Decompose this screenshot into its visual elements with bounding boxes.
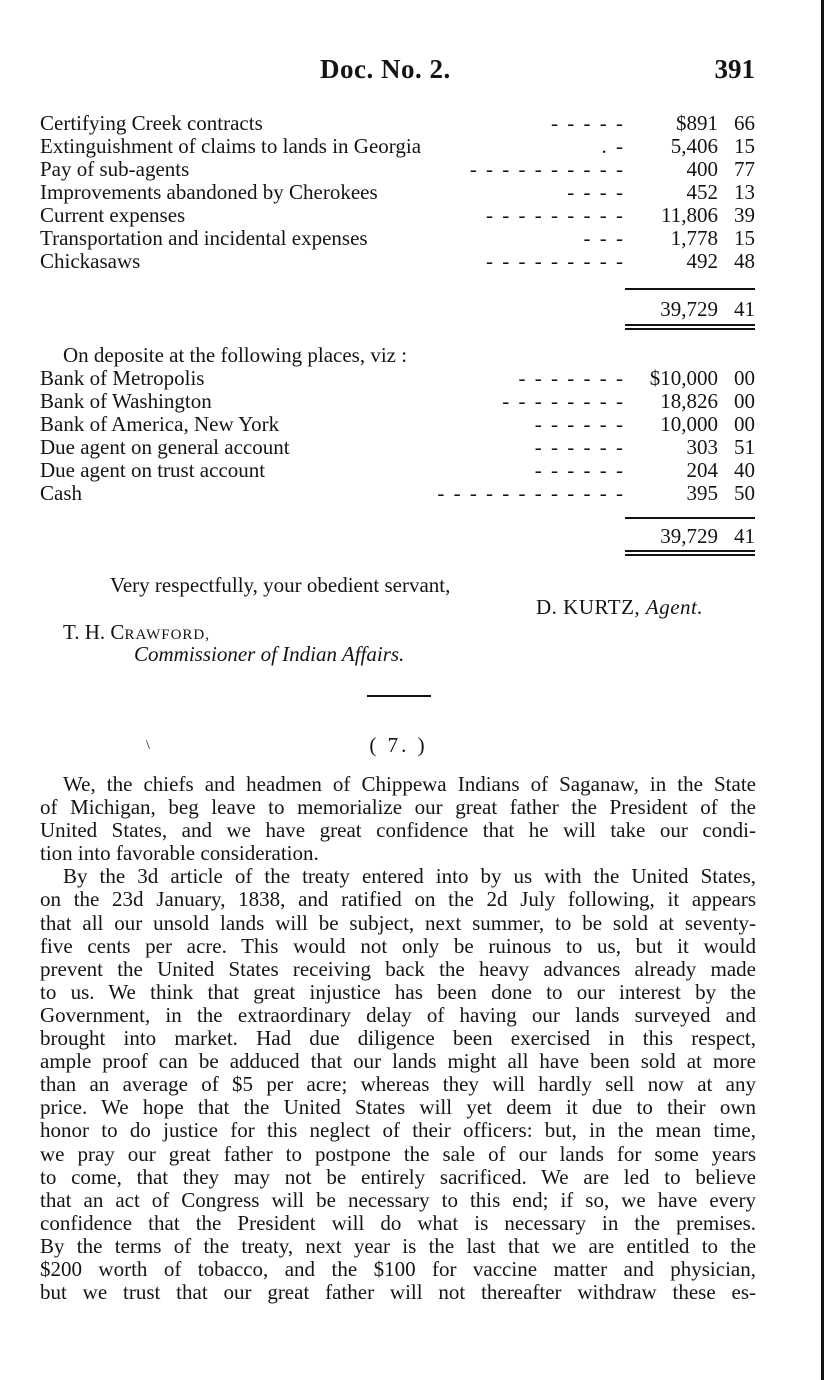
ledger-label: Transportation and incidental expenses <box>40 226 368 250</box>
double-rule-top <box>625 324 755 326</box>
leader-dashes: - - - - - - <box>534 412 625 436</box>
ledger-cents: 48 <box>734 249 755 273</box>
ledger-label: Bank of Washington <box>40 389 212 413</box>
total-dollars: 39,729 <box>660 297 718 321</box>
total-cents: 41 <box>734 524 755 548</box>
ledger-row <box>40 367 755 390</box>
leader-dashes: - - - - - - <box>534 458 625 482</box>
ledger-dollars: 5,406 <box>670 134 718 158</box>
text-line: ample proof can be adduced that our lands might all have been sold at more <box>40 1049 756 1074</box>
sum-rule <box>625 517 755 519</box>
ledger-label: Certifying Creek contracts <box>40 111 263 135</box>
text-line: but we trust that our great father will not thereafter withdraw these es- <box>40 1280 756 1305</box>
ledger-dollars: 400 <box>686 157 718 181</box>
signer-role: Agent. <box>645 595 704 619</box>
ledger-row <box>40 204 755 227</box>
ledger-total <box>40 298 755 321</box>
ledger-row <box>40 181 755 204</box>
ledger-label: Current expenses <box>40 203 186 227</box>
expense-ledger <box>40 111 755 321</box>
ledger-dollars: $10,000 <box>649 366 718 390</box>
total-dollars: 39,729 <box>660 524 718 548</box>
ledger-label: Due agent on general account <box>40 435 290 459</box>
leader-dashes: . - <box>601 134 625 158</box>
ledger-cents: 15 <box>734 134 755 158</box>
ledger-label: Cash <box>40 481 82 505</box>
text-line: United States, and we have great confidence that he will take our condi- <box>40 818 756 843</box>
leader-dashes: - - - - - <box>551 111 625 135</box>
page-number: 391 <box>714 54 755 84</box>
leader-dashes: - - - - - - - <box>518 366 625 390</box>
text-line: tion into favorable consideration. <box>40 841 319 866</box>
ledger-label: Extinguishment of claims to lands in Georgia <box>40 134 422 158</box>
signature-block <box>536 595 703 620</box>
double-rule-bottom <box>625 554 755 556</box>
ledger-cents: 00 <box>734 412 755 436</box>
ledger-dollars: 11,806 <box>661 203 718 227</box>
signer-name: D. KURTZ, <box>536 595 641 619</box>
ledger-dollars: 452 <box>686 180 718 204</box>
double-rule-bottom <box>625 328 755 330</box>
ledger-dollars: 10,000 <box>660 412 718 436</box>
text-line: $200 worth of tobacco, and the $100 for vaccine matter and physician, <box>40 1256 756 1281</box>
leader-dashes: - - - <box>583 226 625 250</box>
ledger-row <box>40 482 755 505</box>
text-line: By the terms of the treaty, next year is the last that we are entitled to the <box>40 1233 756 1258</box>
ledger-row <box>40 250 755 273</box>
ledger-label: Improvements abandoned by Cherokees <box>40 180 378 204</box>
leader-dashes: - - - - - - - - - - - - <box>437 481 625 505</box>
double-rule-top <box>625 550 755 552</box>
section-divider <box>367 695 431 697</box>
text-line: five cents per acre. This would not only be ruinous to us, but it would <box>40 933 756 958</box>
ledger-total <box>40 525 755 548</box>
addressee-initials: T. H. C <box>63 620 125 644</box>
ledger-dollars: $891 <box>676 111 718 135</box>
ledger-row <box>40 158 755 181</box>
addressee-surname: RAWFORD, <box>124 627 211 643</box>
sum-rule <box>625 288 755 290</box>
closing-salutation: Very respectfully, your obedient servant, <box>110 573 451 597</box>
ledger-cents: 40 <box>734 458 755 482</box>
ledger-cents: 51 <box>734 435 755 459</box>
text-line: honor to do justice for this neglect of their officers: but, in the mean time, <box>40 1118 756 1143</box>
text-line: brought into market. Had due diligence been exercised in this respect, <box>40 1026 756 1051</box>
text-line: on the 23d January, 1838, and ratified on the 2d July following, it appears <box>40 887 756 912</box>
text-line: By the 3d article of the treaty entered into by us with the United States, <box>63 864 756 889</box>
text-line: of Michigan, beg leave to memorialize our great father the President of the <box>40 795 756 820</box>
section-number: ( 7. ) <box>369 733 428 757</box>
memorial-text <box>40 773 756 1304</box>
ledger-cents: 00 <box>734 366 755 390</box>
ledger-dollars: 492 <box>686 249 718 273</box>
ledger-label: Chickasaws <box>40 249 141 273</box>
text-line: Government, in the extraordinary delay of having our lands surveyed and <box>40 1002 756 1027</box>
leader-dashes: - - - - - - - - - <box>486 249 625 273</box>
ledger-label: Bank of America, New York <box>40 412 280 436</box>
total-cents: 41 <box>734 297 755 321</box>
ledger-label: Due agent on trust account <box>40 458 266 482</box>
ledger-row <box>40 227 755 250</box>
document-title: Doc. No. 2. <box>320 54 451 84</box>
text-line: We, the chiefs and headmen of Chippewa Indians of Saganaw, in the State <box>63 772 756 796</box>
leader-dashes: - - - - <box>567 180 625 204</box>
leader-dashes: - - - - - - - - <box>502 389 625 413</box>
ledger-label: Pay of sub-agents <box>40 157 190 181</box>
ledger-dollars: 1,778 <box>670 226 718 250</box>
text-line: we pray our great father to postpone the sale of our lands for some years <box>40 1141 756 1166</box>
page-header <box>0 54 827 94</box>
ledger-label: Bank of Metropolis <box>40 366 205 390</box>
deposit-ledger <box>40 366 755 548</box>
deposit-intro: On deposite at the following places, viz : <box>63 343 408 367</box>
ledger-dollars: 18,826 <box>660 389 718 413</box>
ledger-cents: 15 <box>734 226 755 250</box>
addressee-title: Commissioner of Indian Affairs. <box>134 642 405 666</box>
ledger-row <box>40 436 755 459</box>
page-edge <box>821 0 824 1380</box>
text-line: that an act of Congress will be necessary to this end; if so, we have every <box>40 1187 756 1212</box>
leader-dashes: - - - - - - <box>534 435 625 459</box>
ledger-dollars: 204 <box>686 458 718 482</box>
text-line: price. We hope that the United States will yet deem it due to their own <box>40 1095 756 1120</box>
leader-dashes: - - - - - - - - - - <box>469 157 625 181</box>
ledger-dollars: 395 <box>686 481 718 505</box>
ledger-cents: 66 <box>734 111 755 135</box>
ledger-row <box>40 135 755 158</box>
ledger-dollars: 303 <box>686 435 718 459</box>
ledger-row <box>40 459 755 482</box>
stray-mark: \ <box>146 738 150 753</box>
text-line: confidence that the President will do what is necessary in the premises. <box>40 1210 756 1235</box>
text-line: that all our unsold lands will be subject, next summer, to be sold at seventy- <box>40 910 756 935</box>
ledger-cents: 13 <box>734 180 755 204</box>
ledger-row <box>40 112 755 135</box>
text-line: to us. We think that great injustice has been done to our interest by the <box>40 979 756 1004</box>
ledger-cents: 50 <box>734 481 755 505</box>
leader-dashes: - - - - - - - - - <box>486 203 625 227</box>
ledger-row <box>40 390 755 413</box>
ledger-cents: 00 <box>734 389 755 413</box>
text-line: prevent the United States receiving back the heavy advances already made <box>40 956 756 981</box>
ledger-row <box>40 413 755 436</box>
ledger-cents: 39 <box>734 203 755 227</box>
text-line: than an average of $5 per acre; whereas they will hardly sell now at any <box>40 1072 756 1097</box>
ledger-cents: 77 <box>734 157 755 181</box>
text-line: to come, that they may not be entirely sacrificed. We are led to believe <box>40 1164 756 1189</box>
